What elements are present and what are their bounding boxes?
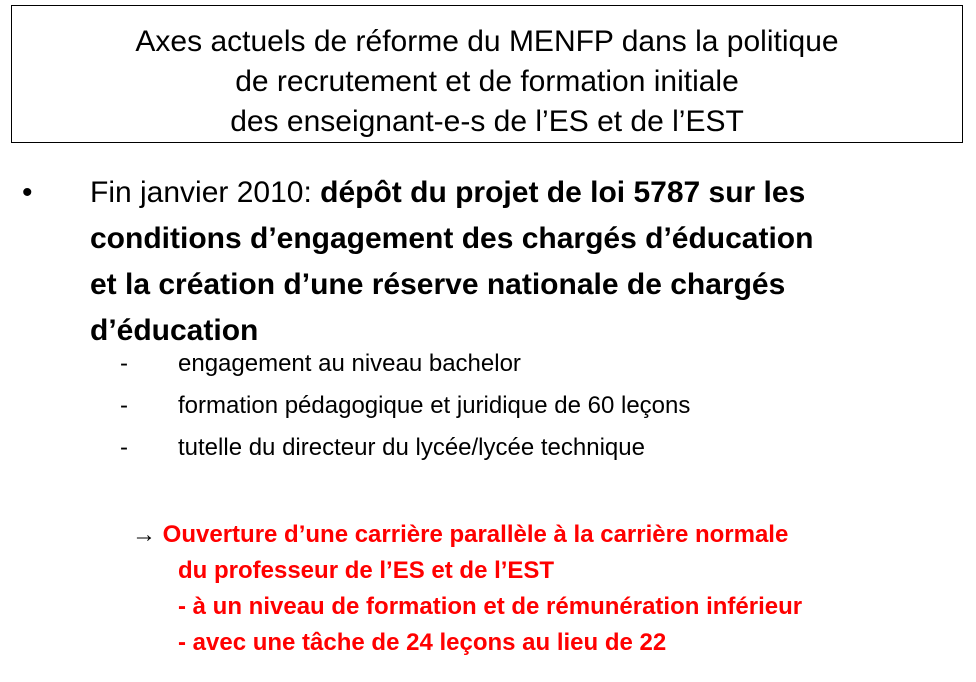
conclusion-block — [132, 517, 802, 661]
slide-title-line-2: de recrutement et de formation initiale — [235, 65, 739, 98]
dash-marker: - — [120, 434, 128, 461]
conclusion-line-1 — [132, 517, 802, 553]
sub-item-text: engagement au niveau bachelor — [178, 350, 521, 377]
bullet-point: • — [22, 176, 33, 209]
sub-list-item — [120, 427, 690, 469]
slide-title-line-3: des enseignant-e-s de l’ES et de l’EST — [230, 105, 744, 138]
date-prefix: Fin janvier 2010: — [90, 176, 321, 209]
main-bullet-text — [90, 170, 960, 354]
conclusion-line-3: - à un niveau de formation et de rémunération inférieur — [178, 593, 803, 620]
slide-title-line-1: Axes actuels de réforme du MENFP dans la politique — [135, 25, 839, 58]
conclusion-line-4: - avec une tâche de 24 leçons au lieu de 22 — [178, 629, 667, 656]
sub-list-item — [120, 385, 690, 427]
sub-list-item — [120, 343, 690, 385]
arrow-right-icon: → — [132, 521, 156, 548]
conclusion-text-1: Ouverture d’une carrière parallèle à la carrière normale — [162, 521, 789, 548]
main-line-1 — [90, 170, 960, 216]
sub-list — [120, 343, 690, 469]
dash-marker: - — [120, 392, 128, 419]
conclusion-line-2: du professeur de l’ES et de l’EST — [178, 557, 555, 584]
main-bold-line-2: conditions d’engagement des chargés d’éducation — [90, 222, 814, 255]
sub-item-text: tutelle du directeur du lycée/lycée technique — [178, 434, 645, 461]
dash-marker: - — [120, 350, 128, 377]
main-bold-line-1: dépôt du projet de loi 5787 sur les — [320, 176, 806, 209]
sub-item-text: formation pédagogique et juridique de 60 leçons — [178, 392, 691, 419]
slide-title-box — [11, 5, 963, 143]
main-bold-line-3: et la création d’une réserve nationale de chargés — [90, 268, 786, 301]
main-bold-line-4: d’éducation — [90, 314, 259, 347]
